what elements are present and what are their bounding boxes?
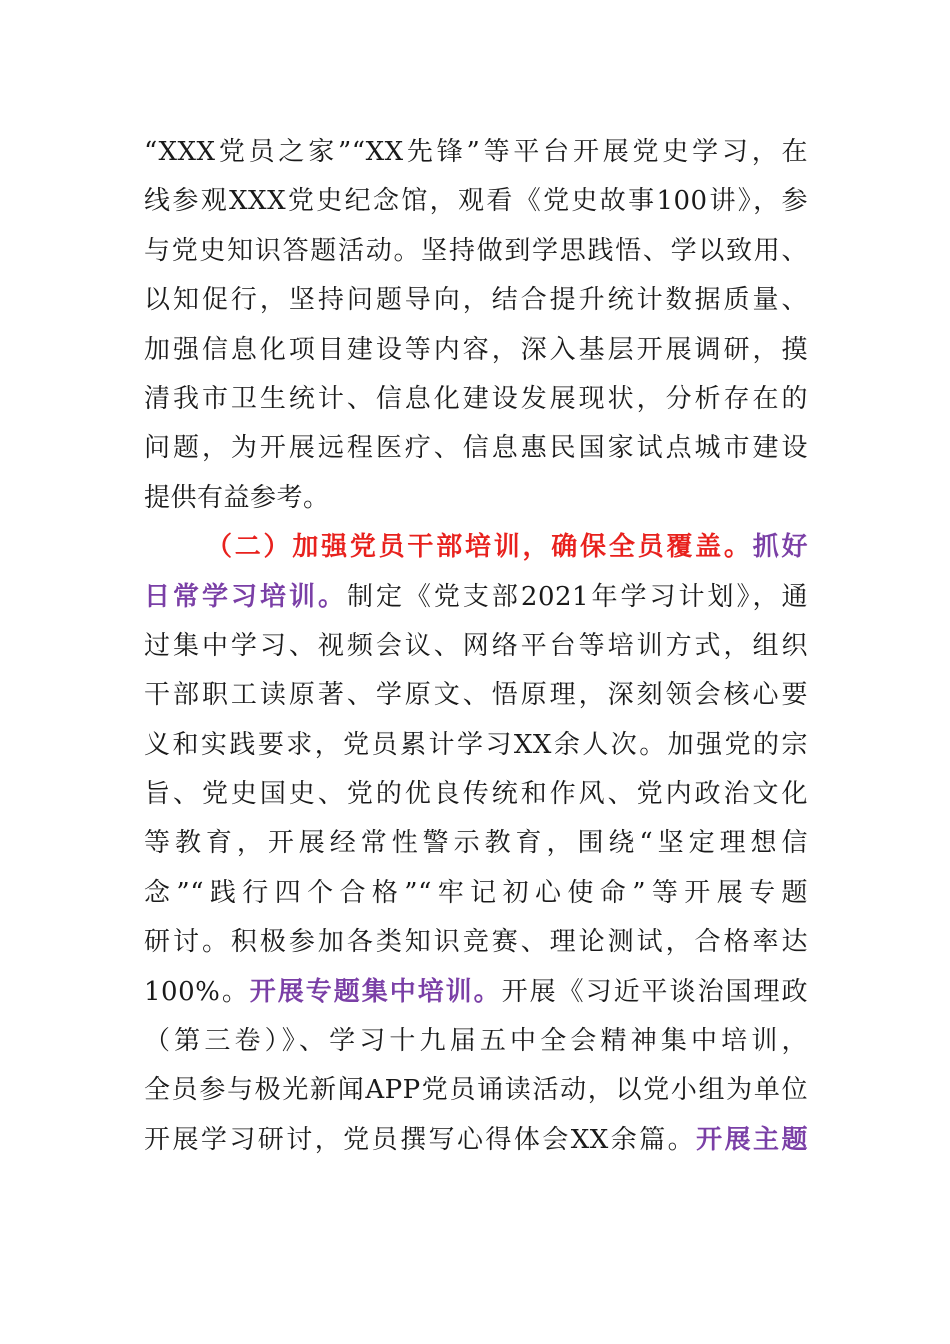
text-line: 干部职工读原著、学原文、悟原理，深刻领会核心要 bbox=[144, 680, 808, 711]
text-line: 线参观XXX党史纪念馆，观看《党史故事100讲》，参 bbox=[144, 186, 808, 217]
section-heading: （二）加强党员干部培训，确保全员覆盖。 bbox=[206, 532, 753, 563]
text-span: 开展《习近平谈治国理政 bbox=[501, 976, 808, 1007]
text-line: “XXX党员之家”“XX先锋”等平台开展党史学习，在 bbox=[144, 137, 808, 167]
text-line: 过集中学习、视频会议、网络平台等培训方式，组织 bbox=[144, 630, 808, 661]
text-line: （第三卷）》、学习十九届五中全会精神集中培训， bbox=[144, 1026, 808, 1057]
document-page bbox=[144, 128, 808, 1165]
text-span: 开展学习研讨，党员撰写心得体会XX余篇。 bbox=[144, 1124, 697, 1155]
text-line: 清我市卫生统计、信息化建设发展现状，分析存在的 bbox=[144, 383, 808, 414]
text-line: 全员参与极光新闻APP党员诵读活动，以党小组为单位 bbox=[144, 1075, 808, 1106]
text-line: 提供有益参考。 bbox=[144, 482, 330, 513]
text-line: 以知促行，坚持问题导向，结合提升统计数据质量、 bbox=[144, 285, 808, 316]
text-span: 制定《党支部2021年学习计划》，通 bbox=[346, 581, 808, 612]
text-line bbox=[144, 968, 808, 1017]
text-span: 100%。 bbox=[144, 976, 250, 1007]
text-line bbox=[144, 573, 808, 622]
text-line bbox=[144, 1116, 808, 1165]
text-line: 与党史知识答题活动。坚持做到学思践悟、学以致用、 bbox=[144, 235, 808, 266]
text-line: 旨、党史国史、党的优良传统和作风、党内政治文化 bbox=[144, 779, 808, 810]
subheading-special-training: 开展专题集中培训。 bbox=[249, 976, 502, 1007]
text-line: 研讨。积极参加各类知识竞赛、理论测试，合格率达 bbox=[144, 927, 808, 958]
text-line: 问题，为开展远程医疗、信息惠民国家试点城市建设 bbox=[144, 433, 808, 464]
subheading-daily-training-cont: 日常学习培训。 bbox=[144, 581, 347, 612]
text-line: 加强信息化项目建设等内容，深入基层开展调研，摸 bbox=[144, 334, 808, 365]
subheading-daily-training: 抓好 bbox=[752, 532, 808, 563]
text-line: 念”“践行四个合格”“牢记初心使命”等开展专题 bbox=[144, 877, 808, 908]
subheading-theme: 开展主题 bbox=[696, 1124, 808, 1155]
text-line: 等教育，开展经常性警示教育，围绕“坚定理想信 bbox=[144, 828, 808, 859]
section-heading-line bbox=[144, 523, 808, 572]
text-line: 义和实践要求，党员累计学习XX余人次。加强党的宗 bbox=[144, 729, 808, 760]
